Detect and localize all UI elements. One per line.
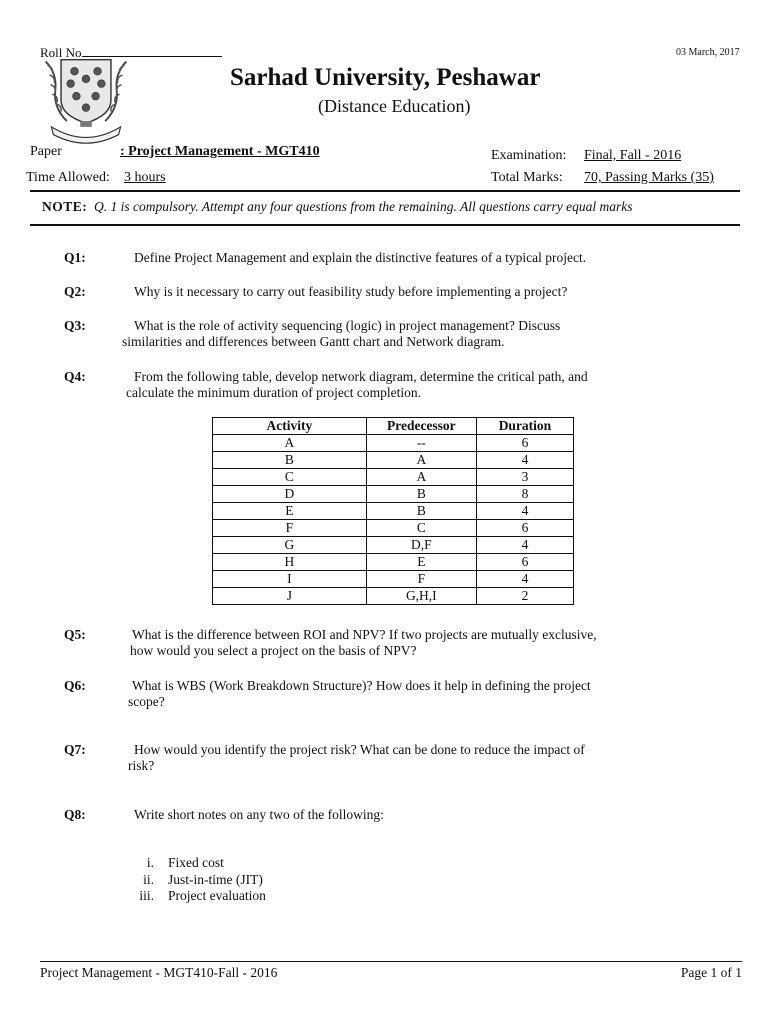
- duration-cell: 2: [476, 588, 573, 605]
- activity-cell: G: [213, 537, 367, 554]
- time-allowed-label: Time Allowed:: [26, 170, 110, 185]
- activity-cell: H: [213, 554, 367, 571]
- predecessor-cell: A: [366, 469, 476, 486]
- question-number: Q4:: [64, 369, 86, 384]
- predecessor-cell: F: [366, 571, 476, 588]
- note-label: NOTE:: [42, 199, 88, 214]
- table-row: [213, 486, 574, 503]
- question-text-cont: risk?: [128, 758, 155, 773]
- question-text: Define Project Management and explain the distinctive features of a typical project.: [134, 250, 587, 265]
- duration-cell: 3: [476, 469, 573, 486]
- table-row: [213, 571, 574, 588]
- predecessor-cell: B: [366, 503, 476, 520]
- list-item-text: Fixed cost: [168, 855, 224, 870]
- table-header-row: [213, 418, 574, 435]
- question-text-cont: scope?: [128, 694, 165, 709]
- column-header-activity: Activity: [213, 418, 367, 435]
- paper-label: Paper: [30, 144, 62, 159]
- question-text: Why is it necessary to carry out feasibility study before implementing a project?: [134, 284, 568, 299]
- table-row: [213, 554, 574, 571]
- footer-page-number: Page 1 of 1: [680, 965, 742, 980]
- question-text: Write short notes on any two of the following:: [134, 807, 384, 822]
- roll-no-label: Roll No: [40, 45, 82, 60]
- examination-value: Final, Fall - 2016: [584, 148, 682, 163]
- exam-date: 03 March, 2017: [676, 47, 740, 58]
- list-item-number: ii.: [143, 872, 154, 887]
- question-number: Q8:: [64, 807, 86, 822]
- department-name: (Distance Education): [318, 96, 471, 116]
- predecessor-cell: A: [366, 452, 476, 469]
- duration-cell: 8: [476, 486, 573, 503]
- duration-cell: 6: [476, 554, 573, 571]
- table-row: [213, 452, 574, 469]
- activity-cell: I: [213, 571, 367, 588]
- examination-label: Examination:: [491, 148, 567, 163]
- question-number: Q7:: [64, 742, 86, 757]
- list-item-text: Project evaluation: [168, 888, 266, 903]
- predecessor-cell: B: [366, 486, 476, 503]
- list-item-text: Just-in-time (JIT): [168, 872, 263, 887]
- table-row: [213, 469, 574, 486]
- total-marks-value: 70, Passing Marks (35): [584, 170, 714, 185]
- duration-cell: 4: [476, 452, 573, 469]
- activity-cell: F: [213, 520, 367, 537]
- question-number: Q1:: [64, 250, 86, 265]
- list-item-number: i.: [146, 855, 154, 870]
- total-marks-label: Total Marks:: [491, 170, 563, 185]
- activity-cell: B: [213, 452, 367, 469]
- header-rule-top: [30, 190, 740, 192]
- paper-value: : Project Management - MGT410: [120, 144, 320, 159]
- note-text: Q. 1 is compulsory. Attempt any four questions from the remaining. All questions carry equal marks: [94, 199, 633, 214]
- predecessor-cell: D,F: [366, 537, 476, 554]
- activity-cell: J: [213, 588, 367, 605]
- question-number: Q6:: [64, 678, 86, 693]
- activity-cell: C: [213, 469, 367, 486]
- duration-cell: 6: [476, 435, 573, 452]
- duration-cell: 4: [476, 537, 573, 554]
- table-row: [213, 537, 574, 554]
- predecessor-cell: --: [366, 435, 476, 452]
- activity-cell: D: [213, 486, 367, 503]
- activity-cell: E: [213, 503, 367, 520]
- university-seal-logo: [38, 52, 134, 148]
- question-text-cont: similarities and differences between Gantt chart and Network diagram.: [122, 334, 505, 349]
- predecessor-cell: G,H,I: [366, 588, 476, 605]
- question-text: From the following table, develop network diagram, determine the critical path, and: [134, 369, 588, 384]
- list-item-number: iii.: [139, 888, 154, 903]
- predecessor-cell: E: [366, 554, 476, 571]
- column-header-duration: Duration: [476, 418, 573, 435]
- footer-course: Project Management - MGT410-Fall - 2016: [40, 965, 278, 980]
- activity-table: [212, 417, 574, 605]
- question-text-cont: calculate the minimum duration of project completion.: [126, 385, 422, 400]
- table-row: [213, 588, 574, 605]
- duration-cell: 4: [476, 571, 573, 588]
- question-text: How would you identify the project risk? What can be done to reduce the impact of: [134, 742, 585, 757]
- table-row: [213, 435, 574, 452]
- header-rule-bottom: [30, 224, 740, 226]
- duration-cell: 4: [476, 503, 573, 520]
- footer-rule: [40, 961, 742, 962]
- question-number: Q3:: [64, 318, 86, 333]
- question-number: Q5:: [64, 627, 86, 642]
- question-text: What is the role of activity sequencing (logic) in project management? Discuss: [134, 318, 561, 333]
- question-text: What is the difference between ROI and NPV? If two projects are mutually exclusive,: [132, 627, 597, 642]
- time-allowed-value: 3 hours: [124, 170, 166, 185]
- question-number: Q2:: [64, 284, 86, 299]
- question-text-cont: how would you select a project on the basis of NPV?: [130, 643, 417, 658]
- duration-cell: 6: [476, 520, 573, 537]
- table-row: [213, 520, 574, 537]
- activity-cell: A: [213, 435, 367, 452]
- question-text: What is WBS (Work Breakdown Structure)? How does it help in defining the project: [132, 678, 591, 693]
- table-row: [213, 503, 574, 520]
- note-instructions: [42, 199, 633, 215]
- university-name: Sarhad University, Peshawar: [230, 64, 541, 91]
- column-header-predecessor: Predecessor: [366, 418, 476, 435]
- predecessor-cell: C: [366, 520, 476, 537]
